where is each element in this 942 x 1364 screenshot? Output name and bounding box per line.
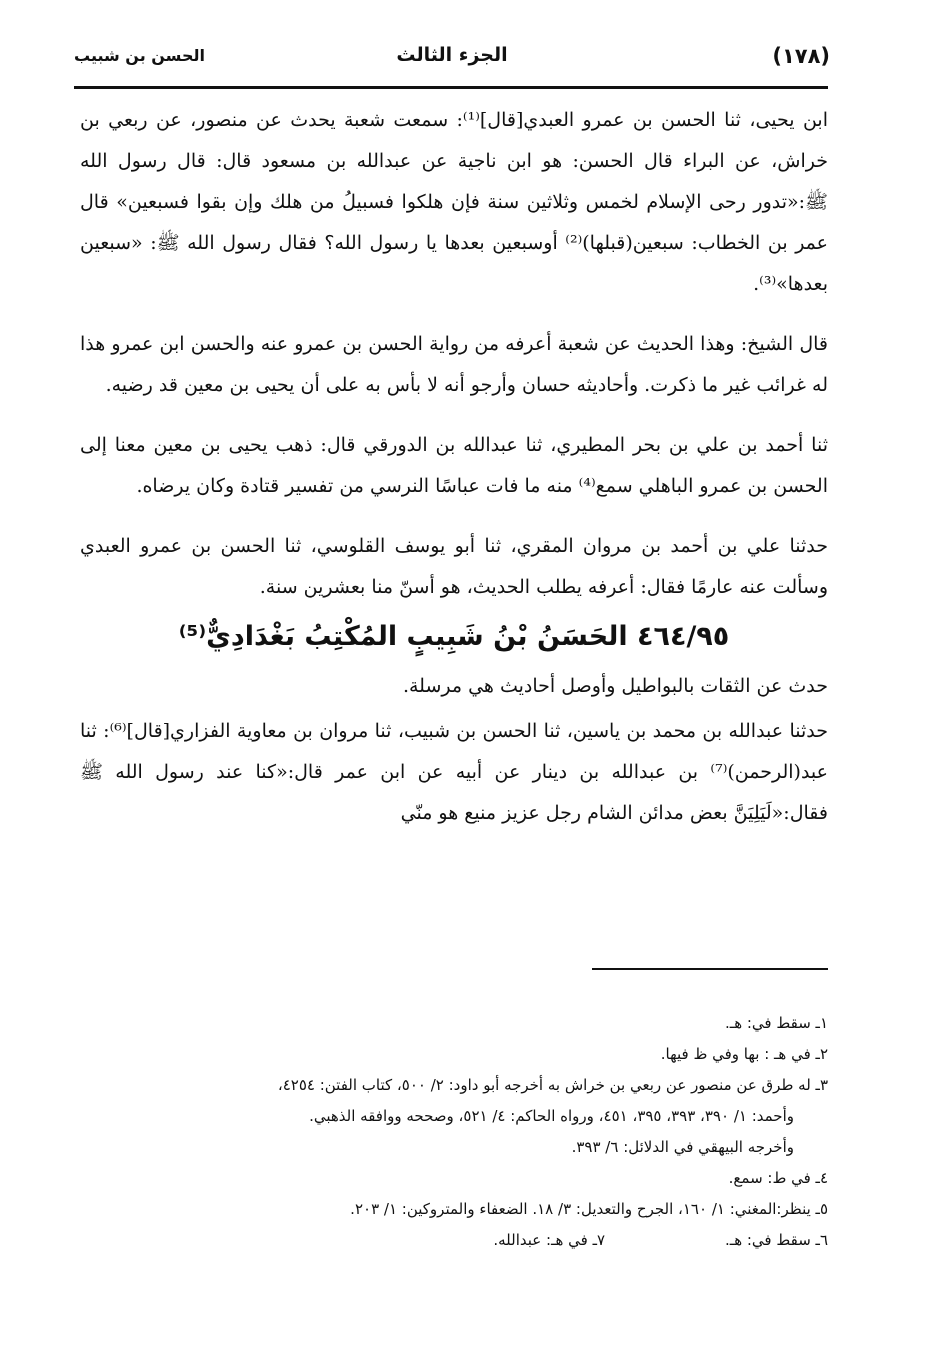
page-header <box>74 40 830 80</box>
footnote-5: ٥ـ ينظر:المغني: ١/ ١٦٠، الجرح والتعديل: ٣/ ١٨. الضعفاء والمتروكين: ١/ ٢٠٣. <box>350 1200 828 1218</box>
footnote-3-continued: وأحمد: ١/ ٣٩٠، ٣٩٣، ٣٩٥، ٤٥١، ورواه الحاكم: ٤/ ٥٢١، وصححه ووافقه الذهبي. <box>309 1107 794 1125</box>
paragraph-duraqi-narration: ثنا أحمد بن علي بن بحر المطيري، ثنا عبدالله بن الدورقي قال: ذهب يحيى بن معين معنا إلى الحسن بن عمرو الباهلي سمع⁽⁴⁾ منه ما فات عباسًا النرسي من تفسير قتادة وكان يرضاه. <box>80 434 828 497</box>
footnotes <box>80 1008 828 1256</box>
paragraph-entry-description: حدث عن الثقات بالبواطيل وأوصل أحاديث هي مرسلة. <box>402 675 828 697</box>
entry-heading: ٤٦٤/٩٥ الحَسَنُ بْنُ شَبِيبٍ المُكْتِبُ بَغْدَادِيٌّ⁽⁵⁾ <box>178 621 730 652</box>
footnote-3: ٣ـ له طرق عن منصور عن ربعي بن خراش به أخرجه أبو داود: ٢/ ٥٠٠، كتاب الفتن: ٤٢٥٤، <box>277 1076 828 1094</box>
footnote-6: ٦ـ سقط في: هـ. <box>725 1231 828 1249</box>
paragraph-shaykh-comment: قال الشيخ: وهذا الحديث عن شعبة أعرفه من رواية الحسن بن عمرو عنه والحسن ابن عمرو هذا له غرائب غير ما ذكرت. وأحاديثه حسان وأرجو أنه لا بأس به على أن يحيى بن معين قد رضيه. <box>80 333 828 396</box>
paragraph-ibn-umar-narration: حدثنا عبدالله بن محمد بن ياسين، ثنا الحسن بن شبيب، ثنا مروان بن معاوية الفزاري[قال]⁽⁶⁾: ثنا عبد(الرحمن)⁽⁷⁾ بن عبدالله بن دينار عن أبيه عن ابن عمر قال:«كنا عند رسول الله ﷺ فقال:«لَيَلِيَنَّ بعض مدائن الشام رجل عزيز منيع هو منّي <box>80 720 829 824</box>
volume-title: الجزء الثالث <box>396 44 508 66</box>
paragraph-hadith-rahā: ابن يحيى، ثنا الحسن بن عمرو العبدي[قال]⁽¹⁾: سمعت شعبة يحدث عن منصور، عن ربعي بن خراش، عن البراء قال الحسن: هو ابن ناجية عن عبدالله بن مسعود قال: قال رسول الله ﷺ:«تدور رحى الإسلام لخمس وثلاثين سنة فإن هلكوا فسبيلُ من هلك وإن بقوا فسبعين» قال عمر بن الخطاب: سبعين(قبلها)⁽²⁾ أوسبعين بعدها يا رسول الله؟ فقال رسول الله ﷺ: «سبعين بعدها»⁽³⁾. <box>80 109 828 295</box>
header-rule <box>74 86 828 89</box>
main-text <box>80 100 828 853</box>
paragraph-qalusi-narration: حدثنا علي بن أحمد بن مروان المقري، ثنا أبو يوسف القلوسي، ثنا الحسن بن عمرو العبدي وسألت عنه عارمًا فقال: أعرفه يطلب الحديث، هو أسنّ منا بعشرين سنة. <box>80 535 828 598</box>
footnote-7: ٧ـ في هـ: عبدالله. <box>493 1231 606 1249</box>
footnote-1: ١ـ سقط في: هـ. <box>725 1014 828 1032</box>
footnote-row-6-7 <box>80 1225 828 1256</box>
running-title: الحسن بن شبيب <box>74 46 205 65</box>
page-number: (١٧٨) <box>772 44 830 68</box>
footnote-rule <box>592 968 828 970</box>
footnote-2: ٢ـ في هـ : بها وفي ظ فيها. <box>660 1045 828 1063</box>
footnote-3-continued-2: وأخرجه البيهقي في الدلائل: ٦/ ٣٩٣. <box>571 1138 794 1156</box>
footnote-4: ٤ـ في ط: سمع. <box>728 1169 828 1187</box>
